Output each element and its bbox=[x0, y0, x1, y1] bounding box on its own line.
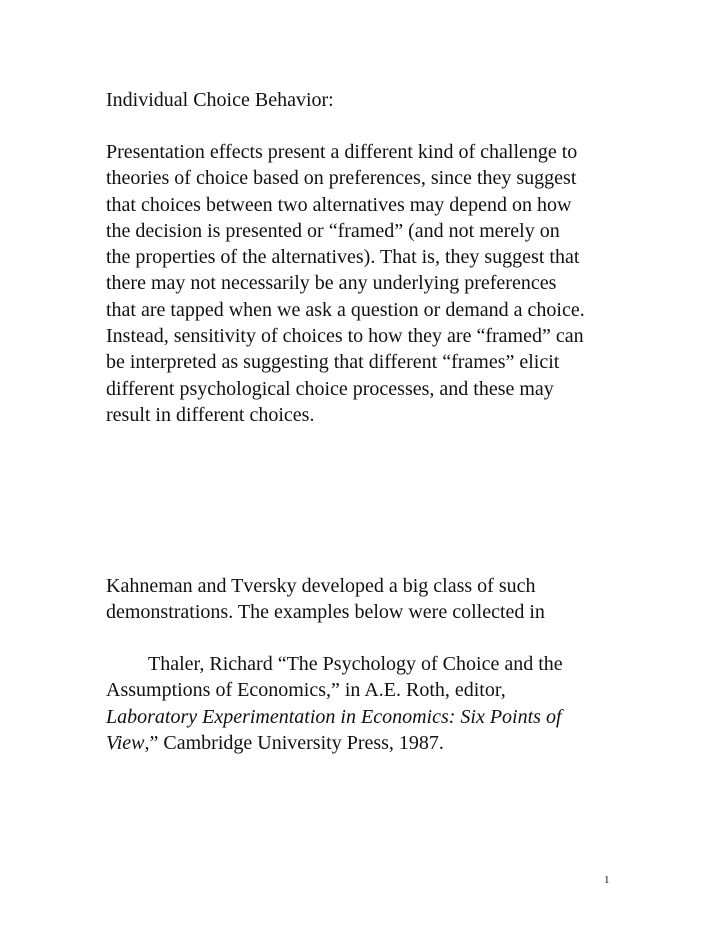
citation-thaler bbox=[106, 651, 626, 756]
text-line: theories of choice based on preferences, since they suggest bbox=[106, 167, 577, 190]
text-line: Kahneman and Tversky developed a big class of such bbox=[106, 575, 536, 597]
citation-publisher: ,” Cambridge University Press, 1987. bbox=[144, 731, 444, 754]
text-line: result in different choices. bbox=[106, 403, 315, 426]
text-line: that are tapped when we ask a question or demand a choice. bbox=[106, 298, 585, 321]
paragraph-presentation-effects bbox=[106, 139, 626, 428]
paragraph-kahneman-tversky bbox=[106, 573, 626, 626]
text-line: the properties of the alternatives). That is, they suggest that bbox=[106, 246, 580, 269]
text-line: demonstrations. The examples below were collected in bbox=[106, 601, 545, 624]
citation-title-italic: View bbox=[106, 731, 145, 754]
citation-line bbox=[106, 730, 626, 756]
citation-title-line bbox=[106, 704, 626, 730]
citation-line: Assumptions of Economics,” in A.E. Roth, editor, bbox=[106, 679, 506, 702]
text-line: that choices between two alternatives may depend on how bbox=[106, 193, 572, 216]
citation-line: Thaler, Richard “The Psychology of Choice and the bbox=[148, 653, 563, 675]
text-line: there may not necessarily be any underlying preferences bbox=[106, 272, 557, 295]
text-line: the decision is presented or “framed” (and not merely on bbox=[106, 219, 560, 242]
text-line: different psychological choice processes, and these may bbox=[106, 377, 554, 400]
document-heading: Individual Choice Behavior: bbox=[106, 89, 334, 111]
text-line: Presentation effects present a different kind of challenge to bbox=[106, 141, 578, 163]
citation-title-italic: Laboratory Experimentation in Economics: Six Points of bbox=[106, 705, 562, 728]
text-line: be interpreted as suggesting that different “frames” elicit bbox=[106, 351, 560, 374]
text-line: Instead, sensitivity of choices to how they are “framed” can bbox=[106, 325, 584, 348]
page-number: 1 bbox=[604, 874, 610, 886]
